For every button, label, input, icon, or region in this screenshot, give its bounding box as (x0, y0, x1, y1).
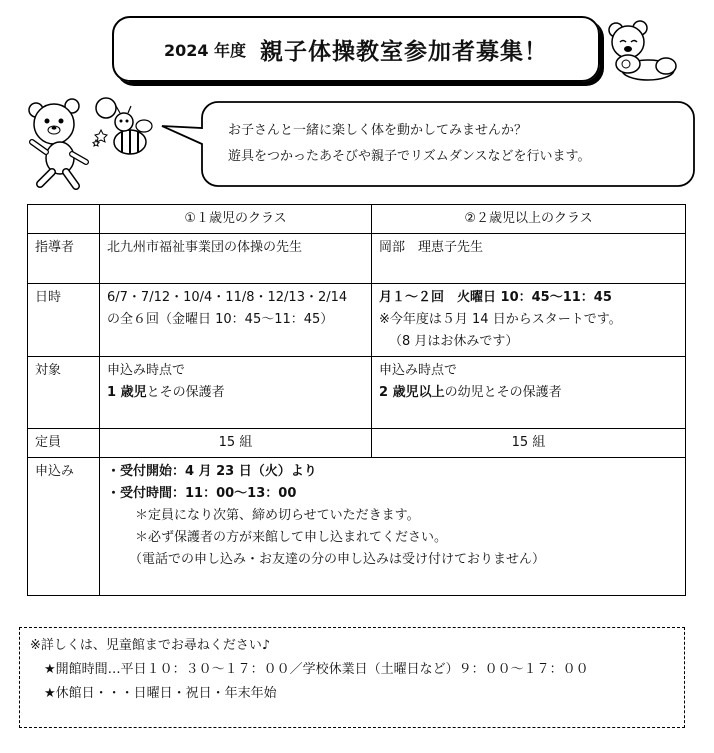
target-class2-age: 2 歳児以上 (379, 385, 445, 400)
schedule-row (28, 284, 686, 357)
class-info-table (27, 204, 686, 596)
capacity-label: 定員 (28, 429, 100, 458)
application-note-2: ＊必ず保護者の方が来館して申し込まれてください。 (135, 530, 448, 545)
instructor-class2: 岡部 理恵子先生 (372, 234, 686, 284)
schedule-class2 (372, 284, 686, 357)
info-notice-box (19, 627, 685, 728)
application-hours: ・受付時間：11：00～13：00 (107, 486, 297, 501)
target-row (28, 357, 686, 429)
instructor-class1: 北九州市福祉事業団の体操の先生 (100, 234, 372, 284)
application-row (28, 458, 686, 596)
schedule-label: 日時 (28, 284, 100, 357)
target-class1-line2 (107, 382, 364, 404)
application-note-3: （電話での申し込み・お友達の分の申し込みは受け付けておりません） (129, 552, 546, 567)
capacity-class1: 15 組 (100, 429, 372, 458)
capacity-row (28, 429, 686, 458)
target-class1-line1: 申込み時点で (107, 363, 186, 378)
target-class1-rest: とその保護者 (146, 385, 225, 400)
application-label: 申込み (28, 458, 100, 596)
target-class2-rest: の幼児とその保護者 (444, 385, 562, 400)
schedule-class2-time: 月１～２回 火曜日 10：45～11：45 (379, 290, 612, 305)
schedule-class2-start: ※今年度は５月 14 日からスタートです。 (379, 312, 622, 327)
page-title: 親子体操教室参加者募集！ (260, 38, 549, 65)
schedule-class1 (100, 284, 372, 357)
instructor-label: 指導者 (28, 234, 100, 284)
bear-and-bee-icon (26, 96, 176, 192)
application-start: ・受付開始：4 月 23 日（火）より (107, 464, 317, 479)
target-label: 対象 (28, 357, 100, 429)
intro-line-2: 遊具をつかったあそびや親子でリズムダンスなどを行います。 (228, 149, 591, 164)
target-class2-line2 (379, 382, 678, 404)
intro-line-1: お子さんと一緒に楽しく体を動かしてみませんか？ (228, 123, 528, 138)
title-year: 2024 年度 (163, 40, 247, 60)
application-details (100, 458, 686, 596)
target-class2 (372, 357, 686, 429)
header-class1: ①１歳児のクラス (100, 205, 372, 234)
header-class2: ②２歳児以上のクラス (372, 205, 686, 234)
header-empty-cell (28, 205, 100, 234)
target-class1-age: 1 歳児 (107, 385, 147, 400)
title-banner (112, 16, 600, 82)
closed-days: ★休館日・・・日曜日・祝日・年末年始 (44, 686, 277, 701)
target-class1 (100, 357, 372, 429)
schedule-class2-note: （8 月はお休みです） (389, 334, 519, 349)
intro-text (228, 118, 658, 170)
target-class2-line1: 申込み時点で (379, 363, 458, 378)
sleeping-bear-icon (600, 16, 680, 84)
schedule-class1-dates: 6/7・7/12・10/4・11/8・12/13・2/14 (107, 290, 348, 305)
instructor-row (28, 234, 686, 284)
table-header-row (28, 205, 686, 234)
application-note-1: ＊定員になり次第、締め切らせていただきます。 (135, 508, 420, 523)
opening-hours: ★開館時間…平日１０：３０～１７：００／学校休業日（土曜日など）９：００～１７：００ (44, 662, 589, 677)
capacity-class2: 15 組 (372, 429, 686, 458)
notice-line-1: ※詳しくは、児童館までお尋ねください♪ (30, 638, 271, 653)
schedule-class1-time: の全６回（金曜日 10：45～11：45） (107, 312, 334, 327)
